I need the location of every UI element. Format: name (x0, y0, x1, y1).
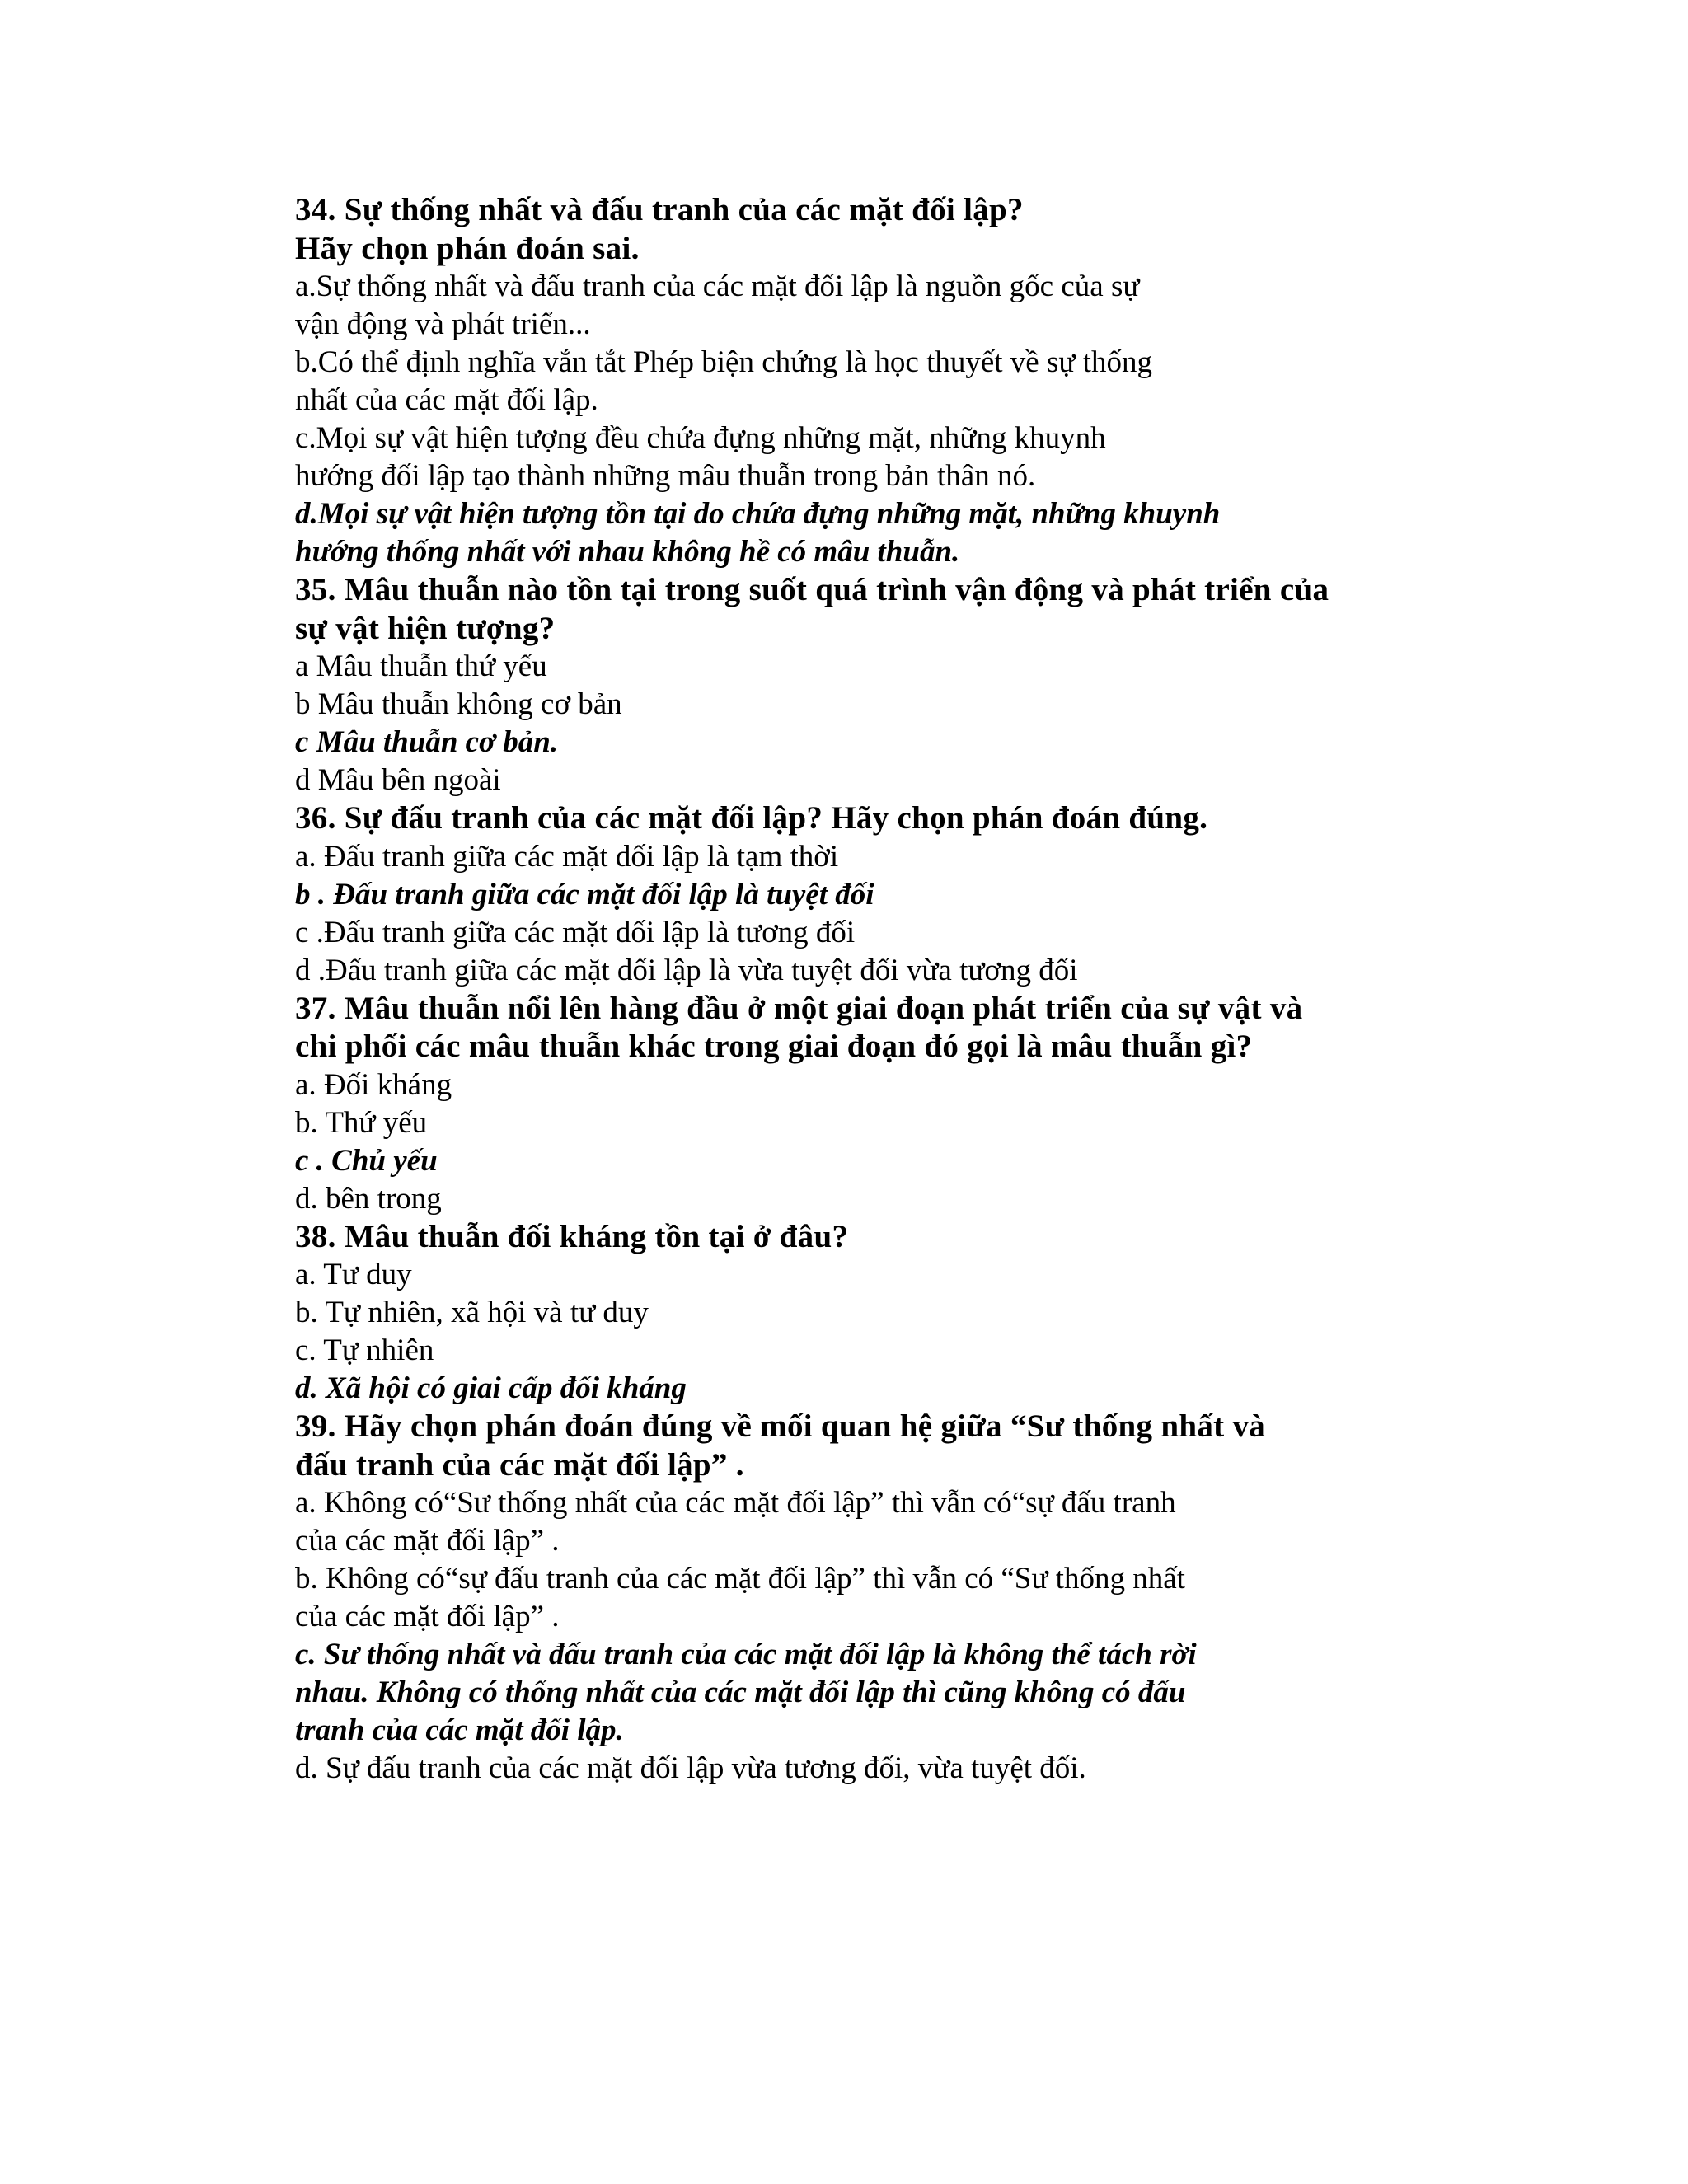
question-line: 38. Mâu thuẫn đối kháng tồn tại ở đâu? (295, 1218, 849, 1254)
option-line: d. Sự đấu tranh của các mặt đối lập vừa tương đối, vừa tuyệt đối. (295, 1751, 1086, 1785)
option-line: hướng đối lập tạo thành những mâu thuẫn trong bản thân nó. (295, 459, 1036, 493)
answer-line: hướng thống nhất với nhau không hề có mâu thuẫn. (295, 535, 960, 569)
option-line: d. bên trong (295, 1181, 442, 1216)
answer-line: d. Xã hội có giai cấp đối kháng (295, 1371, 687, 1405)
option-line: d .Đấu tranh giữa các mặt dối lập là vừa tuyệt đối vừa tương đối (295, 953, 1078, 987)
option-line: b Mâu thuẫn không cơ bản (295, 687, 622, 721)
option-line: vận động và phát triển... (295, 307, 591, 341)
option-line: b. Không có“sự đấu tranh của các mặt đối lập” thì vẫn có “Sư thống nhất (295, 1562, 1185, 1596)
option-line: b.Có thể định nghĩa vắn tắt Phép biện chứng là học thuyết về sự thống (295, 345, 1152, 379)
answer-line: b . Đấu tranh giữa các mặt đối lập là tuyệt đối (295, 877, 874, 912)
question-line: đấu tranh của các mặt đối lập” . (295, 1446, 744, 1483)
option-line: a. Tư duy (295, 1258, 412, 1291)
option-line: c .Đấu tranh giữa các mặt dối lập là tương đối (295, 915, 856, 949)
answer-line: nhau. Không có thống nhất của các mặt đối lập thì cũng không có đấu (295, 1675, 1186, 1709)
question-line: Hãy chọn phán đoán sai. (295, 230, 640, 266)
option-line: c.Mọi sự vật hiện tượng đều chứa đựng những mặt, những khuynh (295, 421, 1106, 455)
question-line: 39. Hãy chọn phán đoán đúng về mối quan hệ giữa “Sư thống nhất và (295, 1408, 1266, 1444)
answer-line: c . Chủ yếu (295, 1143, 438, 1178)
question-line: chi phối các mâu thuẫn khác trong giai đoạn đó gọi là mâu thuẫn gì? (295, 1029, 1253, 1064)
question-line: 34. Sự thống nhất và đấu tranh của các mặt đối lập? (295, 192, 1024, 227)
option-line: a. Không có“Sư thống nhất của các mặt đối lập” thì vẫn có“sự đấu tranh (295, 1486, 1176, 1520)
option-line: nhất của các mặt đối lập. (295, 383, 598, 417)
question-line: sự vật hiện tượng? (295, 610, 556, 646)
answer-line: c Mâu thuẫn cơ bản. (295, 725, 559, 759)
option-line: d Mâu bên ngoài (295, 763, 501, 797)
option-line: a.Sự thống nhất và đấu tranh của các mặt đối lập là nguồn gốc của sự (295, 269, 1140, 303)
option-line: a Mâu thuẫn thứ yếu (295, 649, 547, 683)
option-line: b. Thứ yếu (295, 1105, 428, 1140)
option-line: của các mặt đối lập” . (295, 1600, 560, 1633)
question-line: 35. Mâu thuẫn nào tồn tại trong suốt quá trình vận động và phát triển của (295, 572, 1329, 607)
answer-line: tranh của các mặt đối lập. (295, 1713, 624, 1747)
question-line: 37. Mâu thuẫn nổi lên hàng đầu ở một giai đoạn phát triển của sự vật và (295, 990, 1303, 1026)
answer-line: c. Sư thống nhất và đấu tranh của các mặt đối lập là không thể tách rời (295, 1638, 1197, 1671)
question-line: 36. Sự đấu tranh của các mặt đối lập? Hãy chọn phán đoán đúng. (295, 800, 1208, 836)
option-line: của các mặt đối lập” . (295, 1524, 560, 1558)
option-line: a. Đấu tranh giữa các mặt dối lập là tạm thời (295, 839, 839, 874)
document-page (295, 191, 1449, 1788)
option-line: b. Tự nhiên, xã hội và tư duy (295, 1296, 649, 1329)
option-line: c. Tự nhiên (295, 1333, 434, 1367)
answer-line: d.Mọi sự vật hiện tượng tồn tại do chứa đựng những mặt, những khuynh (295, 497, 1221, 531)
option-line: a. Đối kháng (295, 1067, 452, 1102)
